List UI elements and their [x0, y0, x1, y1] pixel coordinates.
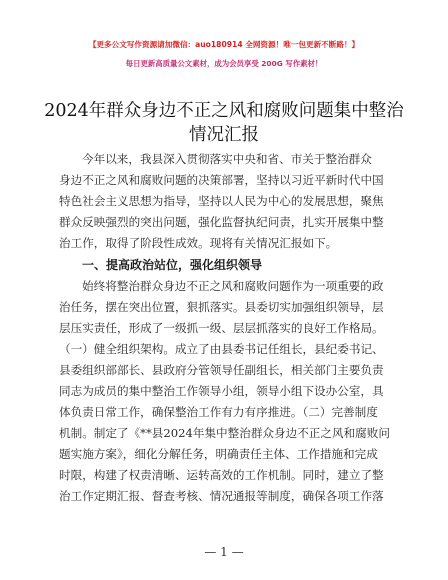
body-line: （一）健全组织架构。成立了由县委书记任组长，县纪委书记、 [59, 342, 384, 356]
intro-line: 身边不正之风和腐败问题的决策部署，坚持以习近平新时代中国 [59, 173, 384, 187]
body-line: 县委组织部部长、县政府分管领导任副组长，相关部门主要负责 [59, 363, 384, 377]
intro-line: 群众反映强烈的突出问题，强化监督执纪问责，扎实开展集中整 [59, 215, 384, 229]
body-line: 时限，构建了权责清晰、运转高效的工作机制。同时，建立了整 [59, 468, 384, 482]
intro-line: 今年以来，我县深入贯彻落实中央和省、市关于整治群众 [82, 152, 372, 166]
promo-line-1: 【更多公文写作资源请加微信：auo180914 全网资源！唯一包更新不断路！】 [88, 40, 360, 49]
promo-line-2: 每日更新高质量公文素材，成为会员享受 200G 写作素材！ [125, 59, 323, 68]
page-number: — 1 — [204, 545, 244, 559]
body-line: 始终将整治群众身边不正之风和腐败问题作为一项重要的政 [82, 279, 384, 293]
body-line: 机制。制定了《**县2024年集中整治群众身边不正之风和腐败问 [59, 426, 390, 440]
body-line: 体负责日常工作，确保整治工作有力有序推进。（二）完善制度 [59, 405, 378, 419]
body-line: 题实施方案》，细化分解任务，明确责任主体、工作措施和完成 [59, 447, 378, 461]
intro-line: 治工作，取得了阶段性成效。现将有关情况汇报如下。 [59, 236, 338, 250]
document-title-continued: 情况汇报 [189, 125, 259, 145]
document-title: 2024年群众身边不正之风和腐败问题集中整治 [44, 101, 404, 121]
body-line: 治工作定期汇报、督查考核、情况通报等制度，确保各项工作落 [59, 489, 384, 503]
body-line: 层压实责任，形成了一级抓一级、层层抓落实的良好工作格局。 [59, 321, 384, 335]
section-heading: 一、提高政治站位，强化组织领导 [82, 258, 263, 272]
body-line: 治任务，摆在突出位置，狠抓落实。县委切实加强组织领导，层 [59, 300, 384, 314]
intro-line: 特色社会主义思想为指导，坚持以人民为中心的发展思想，聚焦 [59, 194, 384, 208]
body-line: 同志为成员的集中整治工作领导小组，领导小组下设办公室，具 [59, 384, 384, 398]
